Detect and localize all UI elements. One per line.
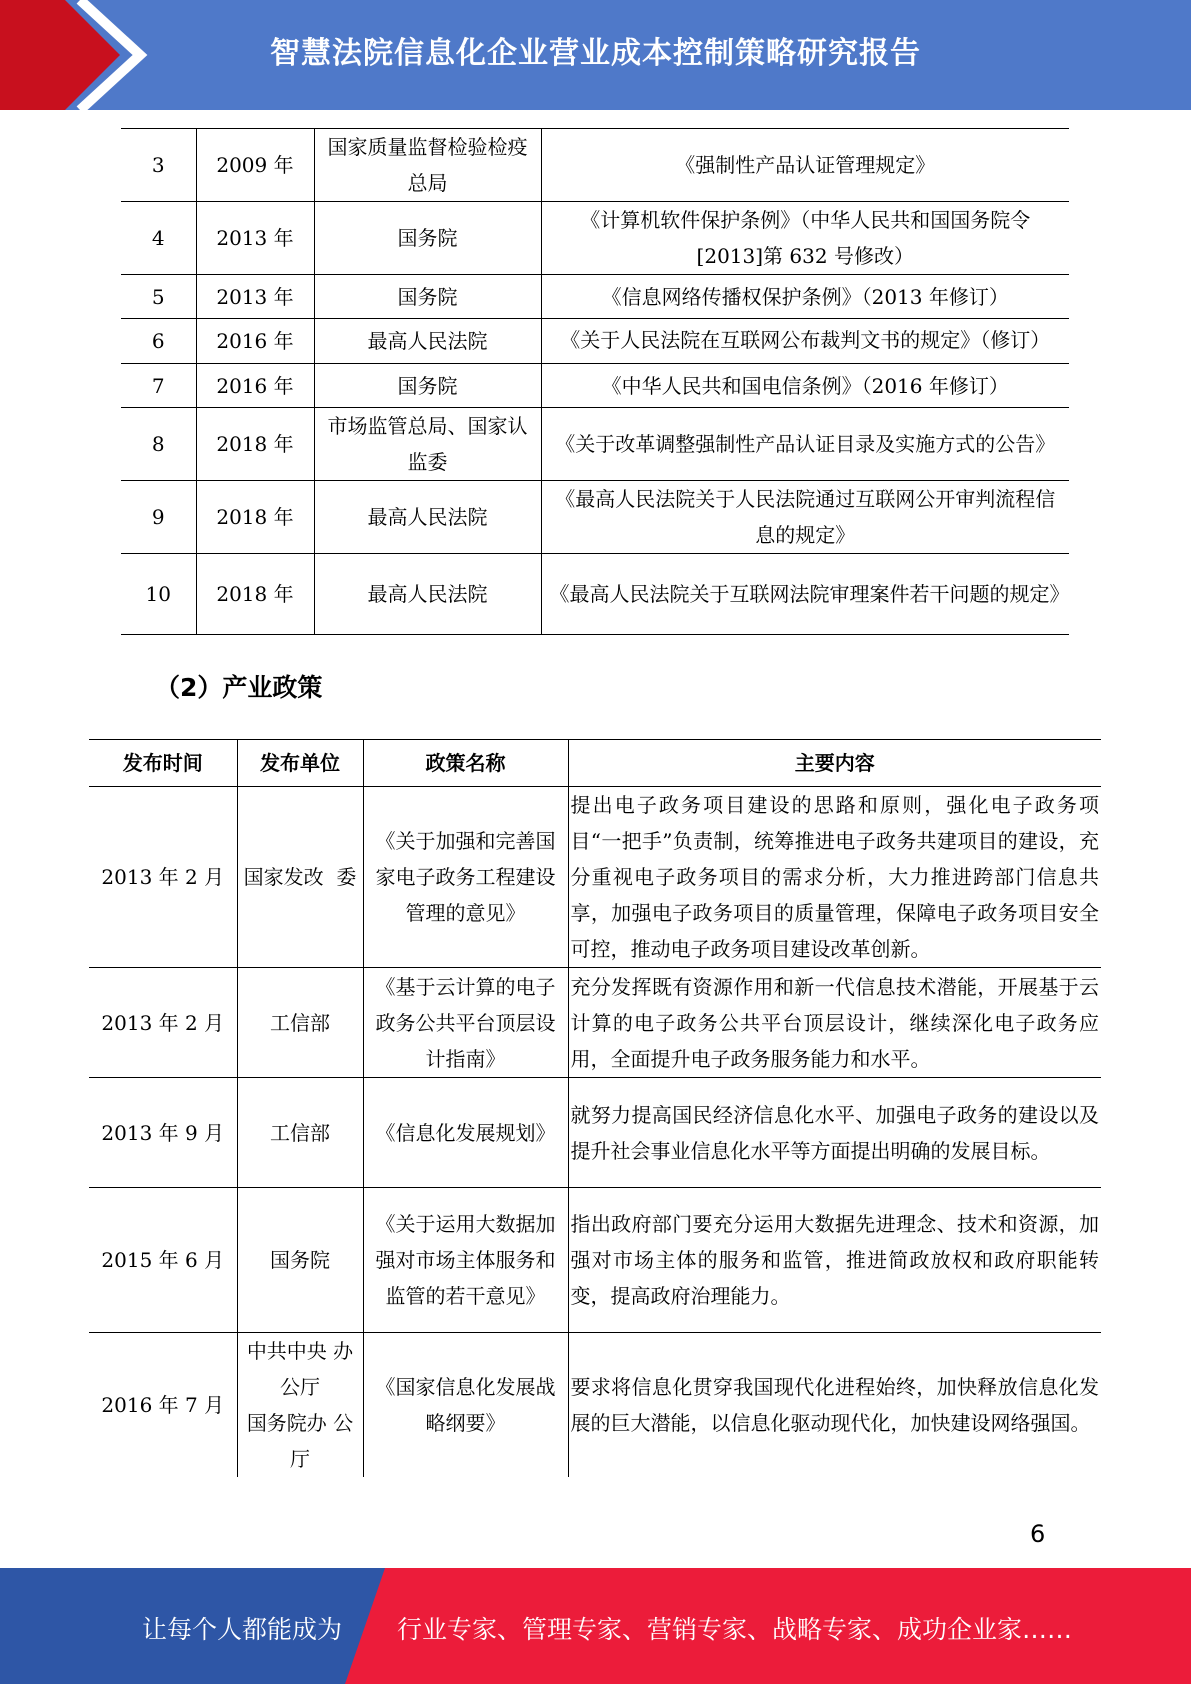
policy-issuer: 国务院 bbox=[237, 1188, 363, 1333]
row-year: 2009 年 bbox=[196, 129, 314, 202]
row-issuer: 最高人民法院 bbox=[314, 319, 541, 364]
column-header-content: 主要内容 bbox=[568, 740, 1101, 787]
page-footer bbox=[0, 1568, 1191, 1684]
policy-content: 提出电子政务项目建设的思路和原则，强化电子政务项目“一把手”负责制，统筹推进电子政务共建项目的建设，充分重视电子政务项目的需求分析，大力推进跨部门信息共享，加强电子政务项目的质量管理，保障电子政务项目安全可控，推动电子政务项目建设改革创新。 bbox=[568, 787, 1101, 968]
row-regulation-title: 《中华人民共和国电信条例》（2016 年修订） bbox=[541, 364, 1069, 408]
policy-name: 《关于运用大数据加强对市场主体服务和监管的若干意见》 bbox=[363, 1188, 568, 1333]
row-issuer: 国务院 bbox=[314, 202, 541, 275]
policy-content: 充分发挥既有资源作用和新一代信息技术潜能，开展基于云计算的电子政务公共平台顶层设计，继续深化电子政务应用，全面提升电子政务服务能力和水平。 bbox=[568, 968, 1101, 1078]
policy-name: 《国家信息化发展战略纲要》 bbox=[363, 1333, 568, 1478]
row-number: 3 bbox=[121, 129, 196, 202]
row-regulation-title: 《信息网络传播权保护条例》（2013 年修订） bbox=[541, 275, 1069, 319]
section-heading: （2）产业政策 bbox=[155, 673, 323, 702]
table-row bbox=[121, 364, 1069, 408]
row-number: 8 bbox=[121, 408, 196, 481]
policies-table bbox=[89, 739, 1101, 1477]
table-row bbox=[121, 481, 1069, 554]
column-header-name: 政策名称 bbox=[363, 740, 568, 787]
row-regulation-title: 《最高人民法院关于互联网法院审理案件若干问题的规定》 bbox=[541, 554, 1069, 635]
table-row bbox=[89, 787, 1101, 968]
table-row bbox=[121, 202, 1069, 275]
row-regulation-title: 《最高人民法院关于人民法院通过互联网公开审判流程信息的规定》 bbox=[541, 481, 1069, 554]
row-number: 4 bbox=[121, 202, 196, 275]
row-number: 9 bbox=[121, 481, 196, 554]
table-header-row bbox=[89, 740, 1101, 787]
policy-name: 《信息化发展规划》 bbox=[363, 1078, 568, 1188]
policy-issuer: 国家发改 委 bbox=[237, 787, 363, 968]
table-row bbox=[121, 129, 1069, 202]
row-year: 2018 年 bbox=[196, 554, 314, 635]
footer-slogan-left: 让每个人都能成为 bbox=[142, 1615, 343, 1644]
table-row bbox=[121, 554, 1069, 635]
row-year: 2016 年 bbox=[196, 319, 314, 364]
row-number: 5 bbox=[121, 275, 196, 319]
table-row bbox=[89, 1333, 1101, 1478]
row-issuer: 国家质量监督检验检疫总局 bbox=[314, 129, 541, 202]
table-row bbox=[121, 408, 1069, 481]
policy-content: 就努力提高国民经济信息化水平、加强电子政务的建设以及提升社会事业信息化水平等方面提出明确的发展目标。 bbox=[568, 1078, 1101, 1188]
row-year: 2018 年 bbox=[196, 481, 314, 554]
policy-date: 2013 年 9 月 bbox=[89, 1078, 237, 1188]
column-header-issuer: 发布单位 bbox=[237, 740, 363, 787]
row-issuer: 最高人民法院 bbox=[314, 481, 541, 554]
page-header bbox=[0, 0, 1191, 110]
row-number: 7 bbox=[121, 364, 196, 408]
row-regulation-title: 《强制性产品认证管理规定》 bbox=[541, 129, 1069, 202]
column-header-date: 发布时间 bbox=[89, 740, 237, 787]
row-regulation-title: 《计算机软件保护条例》（中华人民共和国国务院令[2013]第 632 号修改） bbox=[541, 202, 1069, 275]
policy-date: 2013 年 2 月 bbox=[89, 787, 237, 968]
row-issuer: 最高人民法院 bbox=[314, 554, 541, 635]
policy-date: 2016 年 7 月 bbox=[101, 1393, 225, 1417]
row-year: 2016 年 bbox=[196, 364, 314, 408]
table-row bbox=[89, 968, 1101, 1078]
policy-content: 要求将信息化贯穿我国现代化进程始终，加快释放信息化发展的巨大潜能，以信息化驱动现代化，加快建设网络强国。 bbox=[568, 1333, 1101, 1478]
row-regulation-title bbox=[541, 319, 1069, 364]
policy-issuer: 工信部 bbox=[237, 1078, 363, 1188]
row-year: 2018 年 bbox=[196, 408, 314, 481]
document-title: 智慧法院信息化企业营业成本控制策略研究报告 bbox=[270, 36, 921, 71]
row-issuer: 国务院 bbox=[314, 275, 541, 319]
policy-name: 《关于加强和完善国家电子政务工程建设管理的意见》 bbox=[363, 787, 568, 968]
regulations-table bbox=[121, 128, 1069, 635]
policy-name: 《基于云计算的电子政务公共平台顶层设计指南》 bbox=[363, 968, 568, 1078]
policy-issuer: 工信部 bbox=[237, 968, 363, 1078]
footer-slogan-right: 行业专家、管理专家、营销专家、战略专家、成功企业家…… bbox=[397, 1615, 1073, 1644]
row-year: 2013 年 bbox=[196, 202, 314, 275]
policy-issuer: 中共中央 办公厅 国务院办 公厅 bbox=[237, 1333, 363, 1478]
policy-date: 2015 年 6 月 bbox=[89, 1188, 237, 1333]
row-issuer: 国务院 bbox=[314, 364, 541, 408]
policy-content: 指出政府部门要充分运用大数据先进理念、技术和资源，加强对市场主体的服务和监管，推进简政放权和政府职能转变，提高政府治理能力。 bbox=[568, 1188, 1101, 1333]
row-regulation-title: 《关于改革调整强制性产品认证目录及实施方式的公告》 bbox=[541, 408, 1069, 481]
table-row bbox=[121, 319, 1069, 364]
row-number: 10 bbox=[145, 582, 171, 606]
table-row bbox=[121, 275, 1069, 319]
policy-date: 2013 年 2 月 bbox=[89, 968, 237, 1078]
row-number: 6 bbox=[121, 319, 196, 364]
row-regulation-title-text: 《关于人民法院在互联网公布裁判文书的规定》（修订） bbox=[560, 328, 1051, 352]
table-row bbox=[89, 1188, 1101, 1333]
row-issuer: 市场监管总局、国家认监委 bbox=[314, 408, 541, 481]
table-row bbox=[89, 1078, 1101, 1188]
row-year: 2013 年 bbox=[196, 275, 314, 319]
page-number: 6 bbox=[1030, 1520, 1046, 1548]
